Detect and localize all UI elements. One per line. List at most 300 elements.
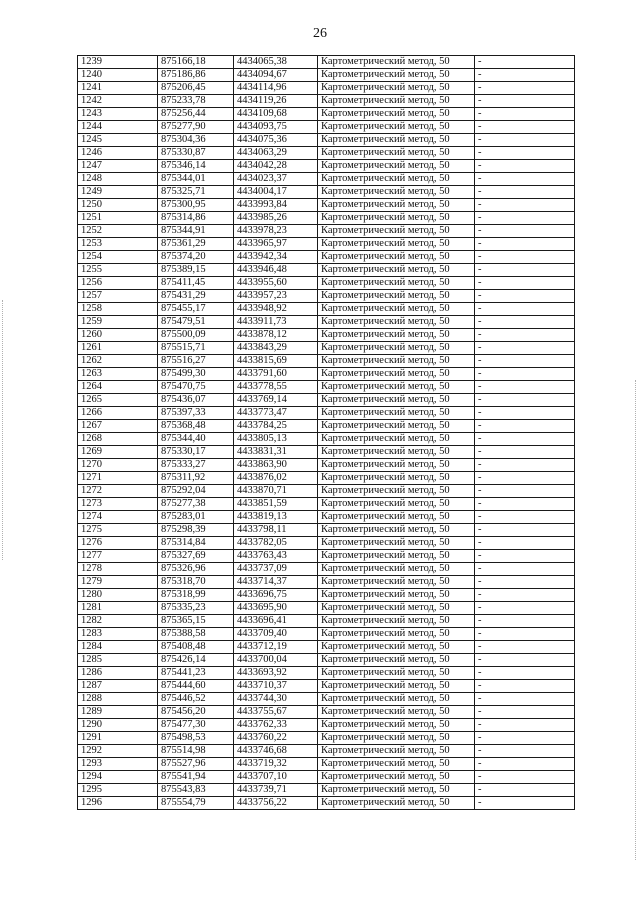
- point-number-cell: 1286: [78, 667, 158, 680]
- method-cell: Картометрический метод, 50: [318, 186, 475, 199]
- method-cell: Картометрический метод, 50: [318, 82, 475, 95]
- x-coordinate-cell: 875277,38: [158, 498, 234, 511]
- table-row: [78, 147, 575, 160]
- method-cell: Картометрический метод, 50: [318, 459, 475, 472]
- y-coordinate-cell: 4434023,37: [234, 173, 318, 186]
- x-coordinate-cell: 875314,86: [158, 212, 234, 225]
- point-number-cell: 1285: [78, 654, 158, 667]
- y-coordinate-cell: 4434109,68: [234, 108, 318, 121]
- y-coordinate-cell: 4433819,13: [234, 511, 318, 524]
- table-row: [78, 290, 575, 303]
- dash-cell: -: [475, 745, 575, 758]
- x-coordinate-cell: 875311,92: [158, 472, 234, 485]
- method-cell: Картометрический метод, 50: [318, 108, 475, 121]
- table-row: [78, 251, 575, 264]
- point-number-cell: 1288: [78, 693, 158, 706]
- point-number-cell: 1248: [78, 173, 158, 186]
- x-coordinate-cell: 875256,44: [158, 108, 234, 121]
- table-row: [78, 537, 575, 550]
- table-row: [78, 524, 575, 537]
- method-cell: Картометрический метод, 50: [318, 615, 475, 628]
- x-coordinate-cell: 875515,71: [158, 342, 234, 355]
- table-row: [78, 173, 575, 186]
- table-row: [78, 602, 575, 615]
- point-number-cell: 1254: [78, 251, 158, 264]
- x-coordinate-cell: 875326,96: [158, 563, 234, 576]
- dash-cell: -: [475, 56, 575, 69]
- x-coordinate-cell: 875514,98: [158, 745, 234, 758]
- y-coordinate-cell: 4434119,26: [234, 95, 318, 108]
- point-number-cell: 1287: [78, 680, 158, 693]
- x-coordinate-cell: 875477,30: [158, 719, 234, 732]
- y-coordinate-cell: 4433762,33: [234, 719, 318, 732]
- dash-cell: -: [475, 667, 575, 680]
- table-row: [78, 446, 575, 459]
- scan-edge-mark-left: [2, 300, 4, 560]
- method-cell: Картометрический метод, 50: [318, 69, 475, 82]
- dash-cell: -: [475, 121, 575, 134]
- y-coordinate-cell: 4433746,68: [234, 745, 318, 758]
- dash-cell: -: [475, 290, 575, 303]
- table-row: [78, 433, 575, 446]
- y-coordinate-cell: 4433782,05: [234, 537, 318, 550]
- point-number-cell: 1291: [78, 732, 158, 745]
- table-row: [78, 563, 575, 576]
- dash-cell: -: [475, 446, 575, 459]
- point-number-cell: 1264: [78, 381, 158, 394]
- method-cell: Картометрический метод, 50: [318, 797, 475, 810]
- x-coordinate-cell: 875446,52: [158, 693, 234, 706]
- point-number-cell: 1245: [78, 134, 158, 147]
- y-coordinate-cell: 4433978,23: [234, 225, 318, 238]
- table-row: [78, 329, 575, 342]
- y-coordinate-cell: 4433911,73: [234, 316, 318, 329]
- x-coordinate-cell: 875300,95: [158, 199, 234, 212]
- y-coordinate-cell: 4433798,11: [234, 524, 318, 537]
- y-coordinate-cell: 4433993,84: [234, 199, 318, 212]
- point-number-cell: 1265: [78, 394, 158, 407]
- dash-cell: -: [475, 589, 575, 602]
- x-coordinate-cell: 875499,30: [158, 368, 234, 381]
- method-cell: Картометрический метод, 50: [318, 667, 475, 680]
- point-number-cell: 1274: [78, 511, 158, 524]
- x-coordinate-cell: 875516,27: [158, 355, 234, 368]
- dash-cell: -: [475, 771, 575, 784]
- method-cell: Картометрический метод, 50: [318, 56, 475, 69]
- x-coordinate-cell: 875441,23: [158, 667, 234, 680]
- dash-cell: -: [475, 784, 575, 797]
- y-coordinate-cell: 4434063,29: [234, 147, 318, 160]
- method-cell: Картометрический метод, 50: [318, 472, 475, 485]
- table-row: [78, 576, 575, 589]
- x-coordinate-cell: 875397,33: [158, 407, 234, 420]
- table-row: [78, 95, 575, 108]
- point-number-cell: 1242: [78, 95, 158, 108]
- point-number-cell: 1249: [78, 186, 158, 199]
- method-cell: Картометрический метод, 50: [318, 511, 475, 524]
- y-coordinate-cell: 4434042,28: [234, 160, 318, 173]
- method-cell: Картометрический метод, 50: [318, 147, 475, 160]
- y-coordinate-cell: 4433965,97: [234, 238, 318, 251]
- page-number: 26: [313, 26, 327, 41]
- dash-cell: -: [475, 563, 575, 576]
- table-row: [78, 303, 575, 316]
- method-cell: Картометрический метод, 50: [318, 693, 475, 706]
- dash-cell: -: [475, 706, 575, 719]
- method-cell: Картометрический метод, 50: [318, 368, 475, 381]
- method-cell: Картометрический метод, 50: [318, 576, 475, 589]
- y-coordinate-cell: 4433700,04: [234, 654, 318, 667]
- x-coordinate-cell: 875470,75: [158, 381, 234, 394]
- point-number-cell: 1266: [78, 407, 158, 420]
- x-coordinate-cell: 875527,96: [158, 758, 234, 771]
- table-row: [78, 56, 575, 69]
- x-coordinate-cell: 875344,40: [158, 433, 234, 446]
- x-coordinate-cell: 875330,87: [158, 147, 234, 160]
- scan-edge-mark-right: [635, 380, 637, 860]
- y-coordinate-cell: 4433755,67: [234, 706, 318, 719]
- table-row: [78, 407, 575, 420]
- method-cell: Картометрический метод, 50: [318, 342, 475, 355]
- method-cell: Картометрический метод, 50: [318, 134, 475, 147]
- y-coordinate-cell: 4433815,69: [234, 355, 318, 368]
- x-coordinate-cell: 875344,91: [158, 225, 234, 238]
- table-row: [78, 342, 575, 355]
- x-coordinate-cell: 875498,53: [158, 732, 234, 745]
- dash-cell: -: [475, 576, 575, 589]
- dash-cell: -: [475, 381, 575, 394]
- x-coordinate-cell: 875365,15: [158, 615, 234, 628]
- method-cell: Картометрический метод, 50: [318, 719, 475, 732]
- x-coordinate-cell: 875368,48: [158, 420, 234, 433]
- table-row: [78, 615, 575, 628]
- point-number-cell: 1252: [78, 225, 158, 238]
- dash-cell: -: [475, 225, 575, 238]
- method-cell: Картометрический метод, 50: [318, 641, 475, 654]
- point-number-cell: 1250: [78, 199, 158, 212]
- y-coordinate-cell: 4433696,75: [234, 589, 318, 602]
- table-row: [78, 758, 575, 771]
- dash-cell: -: [475, 797, 575, 810]
- dash-cell: -: [475, 95, 575, 108]
- x-coordinate-cell: 875206,45: [158, 82, 234, 95]
- point-number-cell: 1293: [78, 758, 158, 771]
- point-number-cell: 1296: [78, 797, 158, 810]
- y-coordinate-cell: 4433714,37: [234, 576, 318, 589]
- table-row: [78, 108, 575, 121]
- y-coordinate-cell: 4433851,59: [234, 498, 318, 511]
- table-row: [78, 121, 575, 134]
- dash-cell: -: [475, 680, 575, 693]
- method-cell: Картометрический метод, 50: [318, 212, 475, 225]
- table-row: [78, 745, 575, 758]
- point-number-cell: 1255: [78, 264, 158, 277]
- dash-cell: -: [475, 498, 575, 511]
- point-number-cell: 1277: [78, 550, 158, 563]
- x-coordinate-cell: 875318,70: [158, 576, 234, 589]
- table-row: [78, 394, 575, 407]
- point-number-cell: 1275: [78, 524, 158, 537]
- method-cell: Картометрический метод, 50: [318, 589, 475, 602]
- dash-cell: -: [475, 459, 575, 472]
- dash-cell: -: [475, 199, 575, 212]
- x-coordinate-cell: 875277,90: [158, 121, 234, 134]
- x-coordinate-cell: 875304,36: [158, 134, 234, 147]
- y-coordinate-cell: 4433709,40: [234, 628, 318, 641]
- dash-cell: -: [475, 732, 575, 745]
- y-coordinate-cell: 4433778,55: [234, 381, 318, 394]
- table-row: [78, 69, 575, 82]
- x-coordinate-cell: 875298,39: [158, 524, 234, 537]
- method-cell: Картометрический метод, 50: [318, 758, 475, 771]
- point-number-cell: 1256: [78, 277, 158, 290]
- y-coordinate-cell: 4433696,41: [234, 615, 318, 628]
- table-row: [78, 264, 575, 277]
- table-row: [78, 485, 575, 498]
- point-number-cell: 1270: [78, 459, 158, 472]
- y-coordinate-cell: 4434075,36: [234, 134, 318, 147]
- y-coordinate-cell: 4433831,31: [234, 446, 318, 459]
- coordinates-table: [77, 55, 575, 810]
- dash-cell: -: [475, 654, 575, 667]
- x-coordinate-cell: 875233,78: [158, 95, 234, 108]
- x-coordinate-cell: 875541,94: [158, 771, 234, 784]
- table-row: [78, 680, 575, 693]
- method-cell: Картометрический метод, 50: [318, 303, 475, 316]
- x-coordinate-cell: 875479,51: [158, 316, 234, 329]
- method-cell: Картометрический метод, 50: [318, 680, 475, 693]
- y-coordinate-cell: 4433805,13: [234, 433, 318, 446]
- dash-cell: -: [475, 420, 575, 433]
- point-number-cell: 1246: [78, 147, 158, 160]
- method-cell: Картометрический метод, 50: [318, 160, 475, 173]
- table-row: [78, 667, 575, 680]
- point-number-cell: 1279: [78, 576, 158, 589]
- method-cell: Картометрический метод, 50: [318, 498, 475, 511]
- point-number-cell: 1294: [78, 771, 158, 784]
- dash-cell: -: [475, 641, 575, 654]
- table-row: [78, 641, 575, 654]
- method-cell: Картометрический метод, 50: [318, 173, 475, 186]
- x-coordinate-cell: 875314,84: [158, 537, 234, 550]
- x-coordinate-cell: 875411,45: [158, 277, 234, 290]
- point-number-cell: 1283: [78, 628, 158, 641]
- table-row: [78, 628, 575, 641]
- y-coordinate-cell: 4433985,26: [234, 212, 318, 225]
- point-number-cell: 1263: [78, 368, 158, 381]
- point-number-cell: 1282: [78, 615, 158, 628]
- method-cell: Картометрический метод, 50: [318, 433, 475, 446]
- dash-cell: -: [475, 108, 575, 121]
- table-row: [78, 82, 575, 95]
- x-coordinate-cell: 875166,18: [158, 56, 234, 69]
- method-cell: Картометрический метод, 50: [318, 628, 475, 641]
- table-row: [78, 212, 575, 225]
- table-row: [78, 797, 575, 810]
- y-coordinate-cell: 4433719,32: [234, 758, 318, 771]
- method-cell: Картометрический метод, 50: [318, 654, 475, 667]
- y-coordinate-cell: 4434093,75: [234, 121, 318, 134]
- y-coordinate-cell: 4433744,30: [234, 693, 318, 706]
- x-coordinate-cell: 875344,01: [158, 173, 234, 186]
- point-number-cell: 1276: [78, 537, 158, 550]
- method-cell: Картометрический метод, 50: [318, 550, 475, 563]
- dash-cell: -: [475, 511, 575, 524]
- y-coordinate-cell: 4433784,25: [234, 420, 318, 433]
- x-coordinate-cell: 875361,29: [158, 238, 234, 251]
- dash-cell: -: [475, 472, 575, 485]
- table-row: [78, 225, 575, 238]
- dash-cell: -: [475, 719, 575, 732]
- table-row: [78, 511, 575, 524]
- y-coordinate-cell: 4433707,10: [234, 771, 318, 784]
- y-coordinate-cell: 4434114,96: [234, 82, 318, 95]
- x-coordinate-cell: 875325,71: [158, 186, 234, 199]
- y-coordinate-cell: 4433763,43: [234, 550, 318, 563]
- x-coordinate-cell: 875292,04: [158, 485, 234, 498]
- dash-cell: -: [475, 485, 575, 498]
- method-cell: Картометрический метод, 50: [318, 95, 475, 108]
- y-coordinate-cell: 4434004,17: [234, 186, 318, 199]
- dash-cell: -: [475, 615, 575, 628]
- table-row: [78, 719, 575, 732]
- dash-cell: -: [475, 368, 575, 381]
- method-cell: Картометрический метод, 50: [318, 602, 475, 615]
- dash-cell: -: [475, 186, 575, 199]
- point-number-cell: 1244: [78, 121, 158, 134]
- table-row: [78, 550, 575, 563]
- dash-cell: -: [475, 693, 575, 706]
- point-number-cell: 1239: [78, 56, 158, 69]
- y-coordinate-cell: 4433695,90: [234, 602, 318, 615]
- table-row: [78, 498, 575, 511]
- y-coordinate-cell: 4433693,92: [234, 667, 318, 680]
- table-row: [78, 589, 575, 602]
- dash-cell: -: [475, 602, 575, 615]
- dash-cell: -: [475, 628, 575, 641]
- y-coordinate-cell: 4433870,71: [234, 485, 318, 498]
- y-coordinate-cell: 4433843,29: [234, 342, 318, 355]
- dash-cell: -: [475, 407, 575, 420]
- table-row: [78, 160, 575, 173]
- y-coordinate-cell: 4433737,09: [234, 563, 318, 576]
- y-coordinate-cell: 4433739,71: [234, 784, 318, 797]
- dash-cell: -: [475, 134, 575, 147]
- y-coordinate-cell: 4433942,34: [234, 251, 318, 264]
- x-coordinate-cell: 875408,48: [158, 641, 234, 654]
- dash-cell: -: [475, 355, 575, 368]
- method-cell: Картометрический метод, 50: [318, 485, 475, 498]
- point-number-cell: 1267: [78, 420, 158, 433]
- method-cell: Картометрический метод, 50: [318, 329, 475, 342]
- table-row: [78, 277, 575, 290]
- method-cell: Картометрический метод, 50: [318, 524, 475, 537]
- x-coordinate-cell: 875335,23: [158, 602, 234, 615]
- method-cell: Картометрический метод, 50: [318, 784, 475, 797]
- point-number-cell: 1257: [78, 290, 158, 303]
- table-row: [78, 472, 575, 485]
- method-cell: Картометрический метод, 50: [318, 420, 475, 433]
- point-number-cell: 1273: [78, 498, 158, 511]
- y-coordinate-cell: 4433878,12: [234, 329, 318, 342]
- dash-cell: -: [475, 277, 575, 290]
- table-row: [78, 784, 575, 797]
- table-row: [78, 186, 575, 199]
- table-row: [78, 355, 575, 368]
- x-coordinate-cell: 875500,09: [158, 329, 234, 342]
- point-number-cell: 1281: [78, 602, 158, 615]
- point-number-cell: 1271: [78, 472, 158, 485]
- dash-cell: -: [475, 238, 575, 251]
- table-row: [78, 420, 575, 433]
- y-coordinate-cell: 4433756,22: [234, 797, 318, 810]
- dash-cell: -: [475, 160, 575, 173]
- point-number-cell: 1262: [78, 355, 158, 368]
- table-row: [78, 459, 575, 472]
- dash-cell: -: [475, 758, 575, 771]
- point-number-cell: 1240: [78, 69, 158, 82]
- method-cell: Картометрический метод, 50: [318, 121, 475, 134]
- dash-cell: -: [475, 212, 575, 225]
- coordinates-table-body: [78, 56, 575, 810]
- x-coordinate-cell: 875186,86: [158, 69, 234, 82]
- method-cell: Картометрический метод, 50: [318, 264, 475, 277]
- dash-cell: -: [475, 433, 575, 446]
- method-cell: Картометрический метод, 50: [318, 745, 475, 758]
- point-number-cell: 1295: [78, 784, 158, 797]
- method-cell: Картометрический метод, 50: [318, 381, 475, 394]
- table-row: [78, 706, 575, 719]
- table-row: [78, 316, 575, 329]
- method-cell: Картометрический метод, 50: [318, 316, 475, 329]
- x-coordinate-cell: 875436,07: [158, 394, 234, 407]
- point-number-cell: 1280: [78, 589, 158, 602]
- dash-cell: -: [475, 550, 575, 563]
- method-cell: Картометрический метод, 50: [318, 355, 475, 368]
- dash-cell: -: [475, 394, 575, 407]
- point-number-cell: 1253: [78, 238, 158, 251]
- point-number-cell: 1272: [78, 485, 158, 498]
- point-number-cell: 1261: [78, 342, 158, 355]
- x-coordinate-cell: 875426,14: [158, 654, 234, 667]
- x-coordinate-cell: 875330,17: [158, 446, 234, 459]
- method-cell: Картометрический метод, 50: [318, 407, 475, 420]
- x-coordinate-cell: 875333,27: [158, 459, 234, 472]
- y-coordinate-cell: 4433712,19: [234, 641, 318, 654]
- point-number-cell: 1284: [78, 641, 158, 654]
- method-cell: Картометрический метод, 50: [318, 290, 475, 303]
- y-coordinate-cell: 4434094,67: [234, 69, 318, 82]
- method-cell: Картометрический метод, 50: [318, 706, 475, 719]
- point-number-cell: 1290: [78, 719, 158, 732]
- dash-cell: -: [475, 342, 575, 355]
- dash-cell: -: [475, 82, 575, 95]
- method-cell: Картометрический метод, 50: [318, 771, 475, 784]
- y-coordinate-cell: 4433760,22: [234, 732, 318, 745]
- dash-cell: -: [475, 251, 575, 264]
- y-coordinate-cell: 4433876,02: [234, 472, 318, 485]
- y-coordinate-cell: 4433773,47: [234, 407, 318, 420]
- table-row: [78, 732, 575, 745]
- point-number-cell: 1258: [78, 303, 158, 316]
- method-cell: Картометрический метод, 50: [318, 446, 475, 459]
- table-row: [78, 199, 575, 212]
- point-number-cell: 1278: [78, 563, 158, 576]
- dash-cell: -: [475, 524, 575, 537]
- method-cell: Картометрический метод, 50: [318, 238, 475, 251]
- point-number-cell: 1259: [78, 316, 158, 329]
- x-coordinate-cell: 875455,17: [158, 303, 234, 316]
